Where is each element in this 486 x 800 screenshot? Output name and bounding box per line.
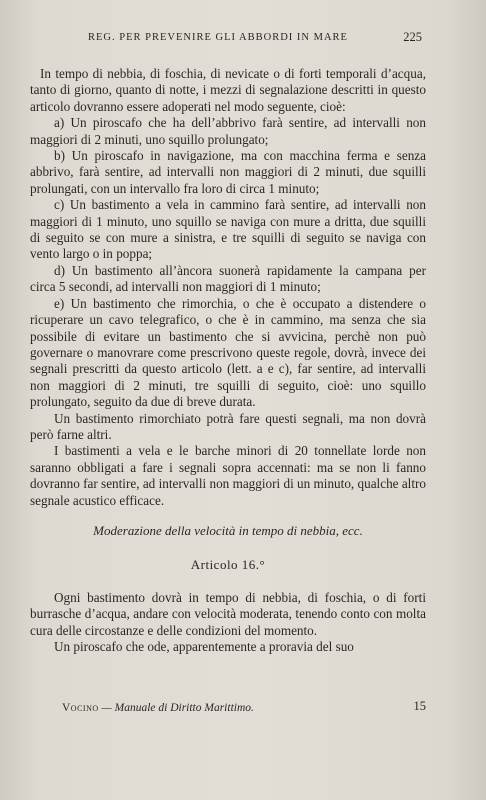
footer-book-title: — Manuale di Diritto Marittimo. [101, 702, 254, 714]
paragraph-item-b: b) Un piroscafo in navigazione, ma con macchina ferma e senza abbrivo, farà sentire, ad intervalli non maggiori di 2 minuti, due squilli prolungati, con un intervallo fra loro di circa 1 minuto; [30, 148, 426, 196]
footer-title [62, 702, 254, 714]
article-heading: Articolo 16.° [190, 557, 266, 573]
paragraph-continued: Un piroscafo che ode, apparentemente a proravia del suo [54, 639, 354, 654]
paragraph-intro: In tempo di nebbia, di foschia, di nevicate o di forti temporali d’acqua, tanto di giorno, quanto di notte, i mezzi di segnalazione descritti in questo articolo dovranno essere adoperati nel modo seguente, cioè: [30, 66, 426, 114]
running-title: REG. PER PREVENIRE GLI ABBORDI IN MARE [88, 32, 348, 43]
page-body [30, 66, 426, 655]
paragraph-article-16: Ogni bastimento dovrà in tempo di nebbia, di foschia, o di forti burrasche d’acqua, andare con velocità moderata, tenendo conto con molta cura delle circostanze e delle condizioni del momento. [30, 589, 426, 638]
page-number: 225 [403, 30, 422, 44]
paragraph-towed: Un bastimento rimorchiato potrà fare questi segnali, ma non dovrà però farne altri. [30, 410, 426, 442]
page-footer [62, 699, 426, 720]
section-heading: Moderazione della velocità in tempo di nebbia, ecc. [93, 522, 363, 538]
paragraph-sailing-vessels: I bastimenti a vela e le barche minori di 20 tonnellate lorde non saranno obbligati a fare i segnali sopra accennati: ma se non li fanno dovranno far sentire, ad intervalli non maggiori di un minuto, qualche altro segnale acustico efficace. [30, 443, 426, 508]
signature-mark: 15 [413, 699, 426, 713]
paragraph-item-d: d) Un bastimento all’àncora suonerà rapidamente la campana per circa 5 secondi, ad intervalli non maggiori di 1 minuto; [30, 262, 426, 295]
paragraph-item-a: a) Un piroscafo che ha dell’abbrivo farà sentire, ad intervalli non maggiori di 2 minuti, uno squillo prolungato; [30, 115, 426, 147]
footer-author: Vocino [62, 702, 99, 714]
paragraph-item-e: e) Un bastimento che rimorchia, o che è occupato a distendere o ricuperare un cavo telegrafico, o che è in cammino, ma senza che sia possibile di evitare un bastimento che si avvicina, perchè non può governare o manovrare come prescrivono queste regole, dovrà, invece dei segnali prescritti da questo articolo (lett. a e c), far sentire, ad intervalli non maggiori di 2 minuti, tre squilli di seguito, cioè: uno squillo prolungato, seguito da due di breve durata. [30, 295, 426, 410]
page-header [88, 30, 422, 50]
paragraph-item-c: c) Un bastimento a vela in cammino farà sentire, ad intervalli non maggiori di 1 minuto, uno squillo se naviga con mure a dritta, due squilli di seguito se con mure a sinistra, e tre squilli di seguito se naviga con vento largo o in poppa; [30, 197, 426, 262]
